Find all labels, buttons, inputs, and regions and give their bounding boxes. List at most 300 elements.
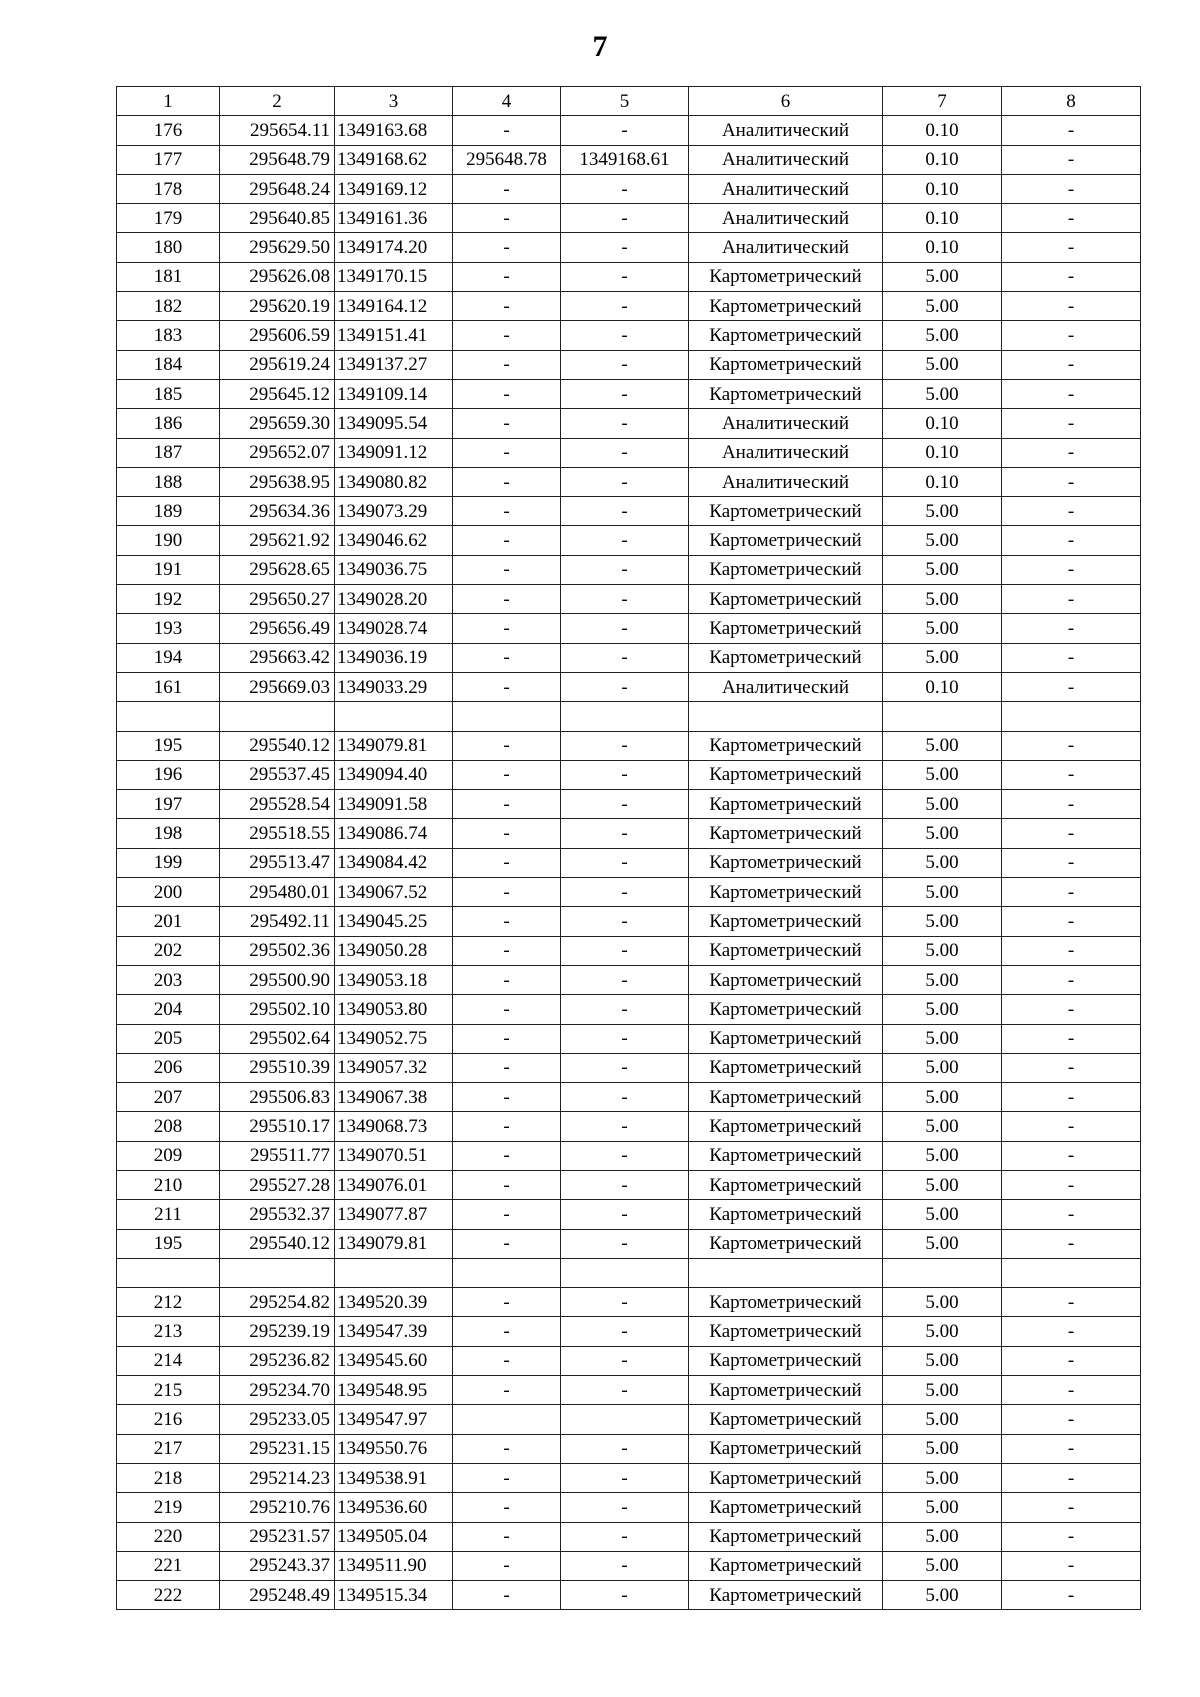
cell-x-coordinate: 295650.27 (220, 585, 335, 614)
cell-accuracy: 5.00 (883, 1170, 1002, 1199)
cell-note: - (1002, 907, 1141, 936)
table-row (117, 379, 1141, 408)
cell-x-coordinate: 295645.12 (220, 379, 335, 408)
cell-accuracy: 5.00 (883, 1405, 1002, 1434)
cell-accuracy: 5.00 (883, 878, 1002, 907)
cell-x-coordinate-alt: - (453, 1551, 561, 1580)
cell-y-coordinate-alt: - (561, 936, 689, 965)
cell-x-coordinate-alt (453, 702, 561, 731)
cell-x-coordinate: 295231.57 (220, 1522, 335, 1551)
cell-note: - (1002, 1346, 1141, 1375)
cell-y-coordinate: 1349050.28 (335, 936, 453, 965)
cell-method: Картометрический (689, 760, 883, 789)
cell-y-coordinate: 1349515.34 (335, 1581, 453, 1610)
cell-y-coordinate-alt: - (561, 760, 689, 789)
cell-y-coordinate-alt: - (561, 819, 689, 848)
table-row (117, 292, 1141, 321)
cell-y-coordinate: 1349163.68 (335, 116, 453, 145)
cell-accuracy: 0.10 (883, 204, 1002, 233)
cell-y-coordinate: 1349094.40 (335, 760, 453, 789)
cell-y-coordinate: 1349045.25 (335, 907, 453, 936)
cell-point-number: 181 (117, 262, 220, 291)
cell-note: - (1002, 497, 1141, 526)
cell-y-coordinate: 1349536.60 (335, 1493, 453, 1522)
cell-x-coordinate: 295540.12 (220, 731, 335, 760)
cell-point-number: 218 (117, 1463, 220, 1492)
cell-x-coordinate-alt: 295648.78 (453, 145, 561, 174)
cell-note: - (1002, 204, 1141, 233)
cell-x-coordinate: 295243.37 (220, 1551, 335, 1580)
cell-y-coordinate: 1349028.74 (335, 614, 453, 643)
cell-y-coordinate: 1349057.32 (335, 1053, 453, 1082)
cell-accuracy: 5.00 (883, 819, 1002, 848)
cell-x-coordinate-alt: - (453, 1112, 561, 1141)
cell-x-coordinate-alt (453, 1405, 561, 1434)
cell-y-coordinate: 1349033.29 (335, 672, 453, 701)
cell-y-coordinate-alt: - (561, 438, 689, 467)
cell-x-coordinate: 295518.55 (220, 819, 335, 848)
cell-note: - (1002, 585, 1141, 614)
cell-note (1002, 1258, 1141, 1287)
cell-y-coordinate-alt: - (561, 497, 689, 526)
cell-point-number: 212 (117, 1288, 220, 1317)
cell-y-coordinate-alt: - (561, 731, 689, 760)
cell-y-coordinate: 1349547.97 (335, 1405, 453, 1434)
cell-x-coordinate: 295619.24 (220, 350, 335, 379)
cell-method: Картометрический (689, 1376, 883, 1405)
cell-point-number (117, 702, 220, 731)
header-cell: 8 (1002, 87, 1141, 116)
header-cell: 1 (117, 87, 220, 116)
cell-x-coordinate (220, 702, 335, 731)
cell-y-coordinate (335, 1258, 453, 1287)
cell-x-coordinate-alt: - (453, 1522, 561, 1551)
cell-y-coordinate-alt: - (561, 204, 689, 233)
cell-point-number: 198 (117, 819, 220, 848)
cell-point-number: 222 (117, 1581, 220, 1610)
table-row (117, 467, 1141, 496)
cell-y-coordinate-alt: - (561, 1434, 689, 1463)
cell-accuracy: 0.10 (883, 145, 1002, 174)
cell-accuracy: 5.00 (883, 1112, 1002, 1141)
cell-y-coordinate-alt: - (561, 1493, 689, 1522)
cell-y-coordinate-alt: - (561, 672, 689, 701)
cell-point-number: 221 (117, 1551, 220, 1580)
cell-x-coordinate: 295510.39 (220, 1053, 335, 1082)
cell-y-coordinate-alt: - (561, 848, 689, 877)
cell-x-coordinate: 295502.64 (220, 1024, 335, 1053)
cell-y-coordinate: 1349052.75 (335, 1024, 453, 1053)
cell-y-coordinate: 1349079.81 (335, 1229, 453, 1258)
cell-y-coordinate: 1349520.39 (335, 1288, 453, 1317)
cell-accuracy: 5.00 (883, 643, 1002, 672)
cell-method: Картометрический (689, 819, 883, 848)
table-row (117, 233, 1141, 262)
cell-y-coordinate-alt: - (561, 1581, 689, 1610)
cell-point-number: 182 (117, 292, 220, 321)
cell-x-coordinate: 295254.82 (220, 1288, 335, 1317)
cell-point-number: 213 (117, 1317, 220, 1346)
cell-note: - (1002, 936, 1141, 965)
cell-x-coordinate: 295236.82 (220, 1346, 335, 1375)
cell-x-coordinate: 295510.17 (220, 1112, 335, 1141)
cell-point-number: 176 (117, 116, 220, 145)
cell-y-coordinate: 1349168.62 (335, 145, 453, 174)
cell-x-coordinate: 295511.77 (220, 1141, 335, 1170)
cell-y-coordinate-alt: - (561, 1288, 689, 1317)
cell-note: - (1002, 848, 1141, 877)
cell-y-coordinate: 1349547.39 (335, 1317, 453, 1346)
cell-note: - (1002, 1170, 1141, 1199)
cell-accuracy: 0.10 (883, 233, 1002, 262)
cell-x-coordinate-alt: - (453, 204, 561, 233)
table-row (117, 1522, 1141, 1551)
cell-note: - (1002, 1493, 1141, 1522)
cell-point-number: 203 (117, 965, 220, 994)
cell-x-coordinate: 295638.95 (220, 467, 335, 496)
cell-accuracy: 5.00 (883, 321, 1002, 350)
cell-y-coordinate: 1349505.04 (335, 1522, 453, 1551)
cell-y-coordinate: 1349091.12 (335, 438, 453, 467)
cell-x-coordinate-alt: - (453, 526, 561, 555)
cell-x-coordinate-alt: - (453, 321, 561, 350)
cell-note: - (1002, 1551, 1141, 1580)
cell-x-coordinate-alt: - (453, 1493, 561, 1522)
table-row (117, 1405, 1141, 1434)
table-row (117, 848, 1141, 877)
cell-x-coordinate: 295669.03 (220, 672, 335, 701)
table-row (117, 1317, 1141, 1346)
cell-y-coordinate: 1349548.95 (335, 1376, 453, 1405)
cell-y-coordinate-alt: - (561, 1024, 689, 1053)
cell-x-coordinate: 295640.85 (220, 204, 335, 233)
table-row (117, 321, 1141, 350)
cell-y-coordinate-alt: - (561, 1112, 689, 1141)
cell-y-coordinate-alt (561, 702, 689, 731)
cell-x-coordinate-alt: - (453, 233, 561, 262)
cell-note: - (1002, 1434, 1141, 1463)
cell-x-coordinate: 295540.12 (220, 1229, 335, 1258)
cell-accuracy: 5.00 (883, 731, 1002, 760)
cell-accuracy: 5.00 (883, 1317, 1002, 1346)
cell-method: Картометрический (689, 1229, 883, 1258)
cell-y-coordinate: 1349109.14 (335, 379, 453, 408)
cell-y-coordinate: 1349079.81 (335, 731, 453, 760)
cell-note: - (1002, 1053, 1141, 1082)
cell-method: Картометрический (689, 350, 883, 379)
cell-method: Картометрический (689, 790, 883, 819)
cell-point-number: 195 (117, 1229, 220, 1258)
cell-x-coordinate: 295621.92 (220, 526, 335, 555)
cell-method: Картометрический (689, 1493, 883, 1522)
cell-method: Аналитический (689, 116, 883, 145)
cell-x-coordinate-alt: - (453, 1229, 561, 1258)
cell-y-coordinate-alt (561, 1405, 689, 1434)
cell-method: Картометрический (689, 1141, 883, 1170)
cell-accuracy: 5.00 (883, 1200, 1002, 1229)
cell-y-coordinate-alt: - (561, 1053, 689, 1082)
cell-method (689, 1258, 883, 1287)
cell-y-coordinate: 1349538.91 (335, 1463, 453, 1492)
table-row (117, 1258, 1141, 1287)
cell-y-coordinate: 1349545.60 (335, 1346, 453, 1375)
cell-y-coordinate-alt: - (561, 1229, 689, 1258)
cell-point-number: 188 (117, 467, 220, 496)
cell-y-coordinate-alt: - (561, 116, 689, 145)
cell-accuracy: 5.00 (883, 497, 1002, 526)
cell-x-coordinate: 295626.08 (220, 262, 335, 291)
cell-y-coordinate-alt: - (561, 1200, 689, 1229)
cell-y-coordinate: 1349151.41 (335, 321, 453, 350)
cell-method: Аналитический (689, 467, 883, 496)
cell-accuracy: 5.00 (883, 1053, 1002, 1082)
table-row (117, 731, 1141, 760)
cell-point-number: 206 (117, 1053, 220, 1082)
cell-y-coordinate: 1349053.18 (335, 965, 453, 994)
table-row (117, 878, 1141, 907)
cell-y-coordinate-alt (561, 1258, 689, 1287)
cell-x-coordinate: 295248.49 (220, 1581, 335, 1610)
cell-method: Картометрический (689, 878, 883, 907)
cell-x-coordinate-alt (453, 1258, 561, 1287)
cell-accuracy: 5.00 (883, 262, 1002, 291)
cell-y-coordinate: 1349170.15 (335, 262, 453, 291)
cell-y-coordinate-alt: - (561, 1376, 689, 1405)
cell-accuracy: 5.00 (883, 1522, 1002, 1551)
cell-y-coordinate: 1349084.42 (335, 848, 453, 877)
cell-note: - (1002, 145, 1141, 174)
cell-note: - (1002, 819, 1141, 848)
cell-x-coordinate: 295628.65 (220, 555, 335, 584)
cell-point-number: 161 (117, 672, 220, 701)
cell-x-coordinate-alt: - (453, 1024, 561, 1053)
cell-note: - (1002, 614, 1141, 643)
cell-x-coordinate: 295532.37 (220, 1200, 335, 1229)
table-row (117, 350, 1141, 379)
cell-y-coordinate: 1349036.75 (335, 555, 453, 584)
cell-note: - (1002, 760, 1141, 789)
cell-point-number: 205 (117, 1024, 220, 1053)
table-row (117, 1112, 1141, 1141)
cell-accuracy: 5.00 (883, 379, 1002, 408)
cell-y-coordinate-alt: - (561, 555, 689, 584)
cell-y-coordinate: 1349028.20 (335, 585, 453, 614)
cell-y-coordinate: 1349068.73 (335, 1112, 453, 1141)
cell-x-coordinate-alt: - (453, 965, 561, 994)
cell-x-coordinate-alt: - (453, 350, 561, 379)
cell-x-coordinate: 295648.24 (220, 174, 335, 203)
cell-method: Картометрический (689, 1346, 883, 1375)
cell-method: Картометрический (689, 585, 883, 614)
cell-accuracy (883, 1258, 1002, 1287)
cell-y-coordinate-alt: - (561, 878, 689, 907)
cell-note: - (1002, 672, 1141, 701)
cell-y-coordinate-alt: - (561, 1317, 689, 1346)
header-cell: 7 (883, 87, 1002, 116)
cell-note: - (1002, 1405, 1141, 1434)
header-cell: 6 (689, 87, 883, 116)
cell-note: - (1002, 1141, 1141, 1170)
table-row (117, 1024, 1141, 1053)
cell-x-coordinate: 295656.49 (220, 614, 335, 643)
cell-y-coordinate-alt: - (561, 965, 689, 994)
cell-accuracy: 5.00 (883, 292, 1002, 321)
cell-y-coordinate-alt: - (561, 233, 689, 262)
cell-accuracy: 5.00 (883, 350, 1002, 379)
cell-x-coordinate-alt: - (453, 262, 561, 291)
table-row (117, 526, 1141, 555)
cell-method: Картометрический (689, 497, 883, 526)
cell-x-coordinate-alt: - (453, 1141, 561, 1170)
cell-accuracy: 5.00 (883, 1551, 1002, 1580)
cell-note: - (1002, 409, 1141, 438)
cell-y-coordinate-alt: - (561, 292, 689, 321)
table-row (117, 790, 1141, 819)
cell-accuracy: 5.00 (883, 1288, 1002, 1317)
cell-point-number: 197 (117, 790, 220, 819)
cell-point-number: 199 (117, 848, 220, 877)
cell-x-coordinate-alt: - (453, 936, 561, 965)
cell-accuracy: 0.10 (883, 409, 1002, 438)
cell-note: - (1002, 1522, 1141, 1551)
cell-method: Картометрический (689, 1522, 883, 1551)
cell-y-coordinate: 1349076.01 (335, 1170, 453, 1199)
cell-x-coordinate-alt: - (453, 878, 561, 907)
cell-x-coordinate: 295527.28 (220, 1170, 335, 1199)
cell-y-coordinate (335, 702, 453, 731)
cell-accuracy: 5.00 (883, 1434, 1002, 1463)
cell-x-coordinate: 295537.45 (220, 760, 335, 789)
cell-note: - (1002, 643, 1141, 672)
table-row (117, 438, 1141, 467)
cell-method: Картометрический (689, 1024, 883, 1053)
table-row (117, 497, 1141, 526)
table-row (117, 174, 1141, 203)
cell-x-coordinate: 295231.15 (220, 1434, 335, 1463)
cell-accuracy: 5.00 (883, 1581, 1002, 1610)
table-row (117, 1288, 1141, 1317)
cell-x-coordinate-alt: - (453, 555, 561, 584)
table-row (117, 409, 1141, 438)
cell-point-number: 178 (117, 174, 220, 203)
cell-x-coordinate: 295652.07 (220, 438, 335, 467)
cell-x-coordinate: 295502.10 (220, 995, 335, 1024)
cell-method: Картометрический (689, 1112, 883, 1141)
cell-x-coordinate-alt: - (453, 1053, 561, 1082)
cell-method: Картометрический (689, 292, 883, 321)
cell-x-coordinate: 295480.01 (220, 878, 335, 907)
cell-method: Аналитический (689, 174, 883, 203)
cell-x-coordinate: 295659.30 (220, 409, 335, 438)
cell-y-coordinate-alt: - (561, 790, 689, 819)
cell-method: Аналитический (689, 672, 883, 701)
cell-x-coordinate-alt: - (453, 1346, 561, 1375)
cell-x-coordinate-alt: - (453, 672, 561, 701)
cell-note: - (1002, 438, 1141, 467)
cell-y-coordinate-alt: - (561, 1463, 689, 1492)
table-row (117, 1434, 1141, 1463)
cell-x-coordinate (220, 1258, 335, 1287)
cell-x-coordinate-alt: - (453, 1288, 561, 1317)
cell-x-coordinate-alt: - (453, 1581, 561, 1610)
cell-y-coordinate: 1349073.29 (335, 497, 453, 526)
cell-method: Аналитический (689, 204, 883, 233)
cell-note: - (1002, 526, 1141, 555)
cell-y-coordinate: 1349161.36 (335, 204, 453, 233)
cell-y-coordinate-alt: - (561, 1522, 689, 1551)
cell-method: Картометрический (689, 936, 883, 965)
cell-accuracy: 5.00 (883, 790, 1002, 819)
table-row (117, 1581, 1141, 1610)
cell-y-coordinate: 1349086.74 (335, 819, 453, 848)
cell-x-coordinate: 295620.19 (220, 292, 335, 321)
cell-x-coordinate-alt: - (453, 467, 561, 496)
cell-y-coordinate-alt: - (561, 174, 689, 203)
cell-accuracy: 5.00 (883, 907, 1002, 936)
cell-point-number: 201 (117, 907, 220, 936)
cell-x-coordinate-alt: - (453, 819, 561, 848)
cell-note: - (1002, 1200, 1141, 1229)
table-row (117, 116, 1141, 145)
cell-y-coordinate-alt: - (561, 1083, 689, 1112)
cell-note (1002, 702, 1141, 731)
table-row (117, 1229, 1141, 1258)
cell-note: - (1002, 262, 1141, 291)
cell-point-number: 210 (117, 1170, 220, 1199)
cell-x-coordinate-alt: - (453, 1463, 561, 1492)
cell-point-number: 194 (117, 643, 220, 672)
cell-y-coordinate-alt: - (561, 1141, 689, 1170)
cell-y-coordinate: 1349067.38 (335, 1083, 453, 1112)
table-row (117, 1083, 1141, 1112)
cell-y-coordinate-alt: - (561, 379, 689, 408)
cell-method: Картометрический (689, 526, 883, 555)
cell-point-number: 192 (117, 585, 220, 614)
cell-method: Картометрический (689, 1551, 883, 1580)
cell-x-coordinate-alt: - (453, 848, 561, 877)
cell-y-coordinate: 1349091.58 (335, 790, 453, 819)
cell-y-coordinate: 1349169.12 (335, 174, 453, 203)
table-row (117, 262, 1141, 291)
cell-y-coordinate-alt: - (561, 467, 689, 496)
cell-y-coordinate-alt: - (561, 262, 689, 291)
cell-accuracy: 0.10 (883, 467, 1002, 496)
cell-x-coordinate: 295634.36 (220, 497, 335, 526)
cell-y-coordinate: 1349095.54 (335, 409, 453, 438)
table-row (117, 1053, 1141, 1082)
cell-x-coordinate-alt: - (453, 174, 561, 203)
cell-note: - (1002, 233, 1141, 262)
cell-x-coordinate-alt: - (453, 1170, 561, 1199)
cell-y-coordinate: 1349067.52 (335, 878, 453, 907)
cell-y-coordinate-alt: - (561, 409, 689, 438)
cell-method: Картометрический (689, 643, 883, 672)
table-row (117, 672, 1141, 701)
cell-x-coordinate-alt: - (453, 1376, 561, 1405)
cell-note: - (1002, 555, 1141, 584)
cell-note: - (1002, 467, 1141, 496)
table-row (117, 204, 1141, 233)
cell-x-coordinate-alt: - (453, 614, 561, 643)
cell-method: Картометрический (689, 1170, 883, 1199)
cell-note: - (1002, 965, 1141, 994)
cell-accuracy: 0.10 (883, 174, 1002, 203)
cell-x-coordinate: 295500.90 (220, 965, 335, 994)
cell-accuracy: 5.00 (883, 1229, 1002, 1258)
cell-x-coordinate: 295492.11 (220, 907, 335, 936)
cell-accuracy: 0.10 (883, 116, 1002, 145)
cell-method: Картометрический (689, 614, 883, 643)
